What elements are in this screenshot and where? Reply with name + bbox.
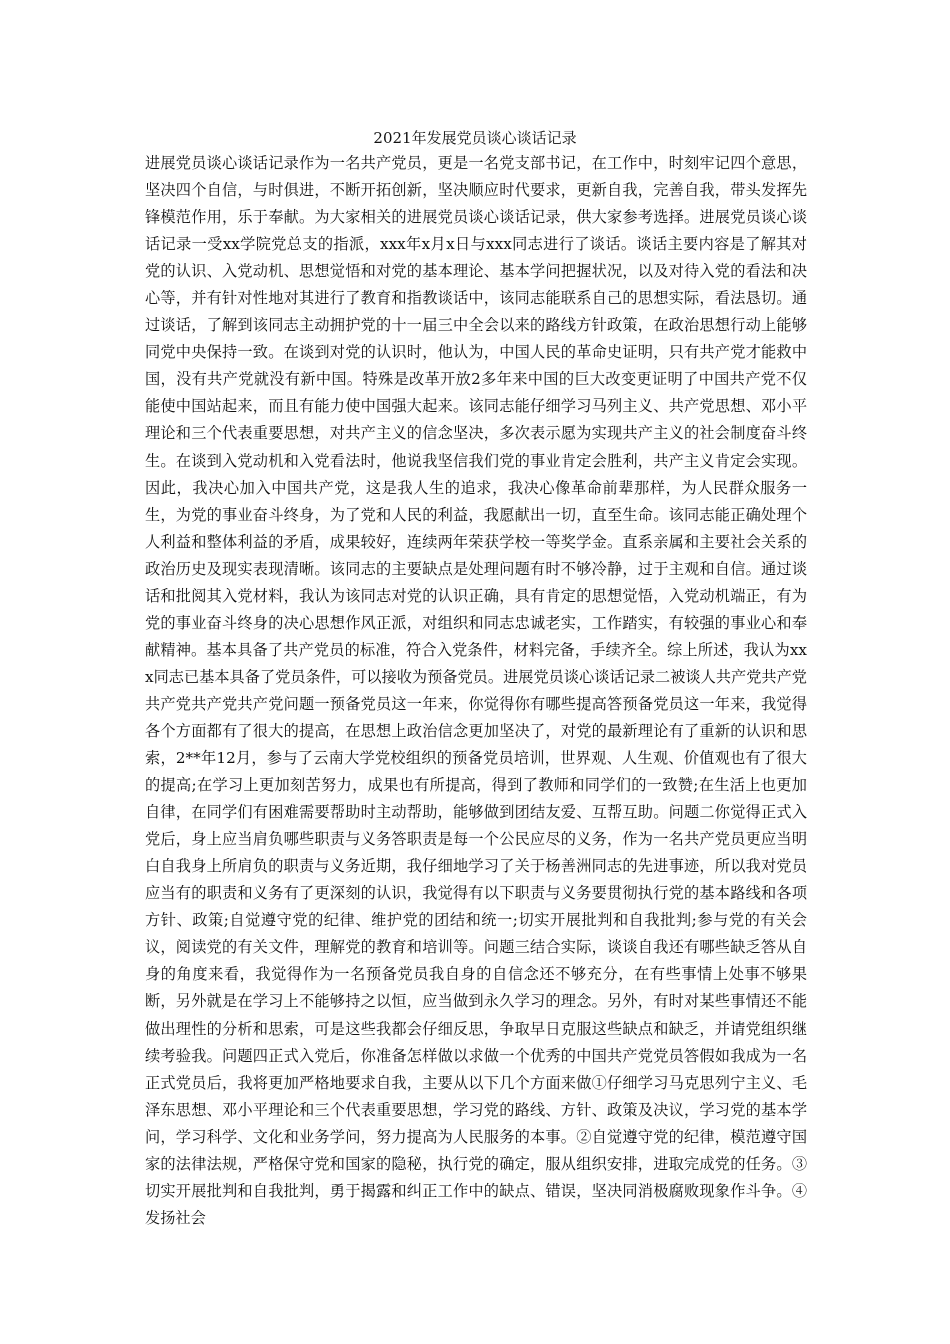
document-title: 2021年发展党员谈心谈话记录 (373, 129, 577, 147)
document-body: 进展党员谈心谈话记录作为一名共产党员，更是一名党支部书记，在工作中，时刻牢记四个意思，坚决四个自信，与时俱进，不断开拓创新，坚决顺应时代要求，更新自我，完善自我，带头发挥先锋模范作用，乐于奉献。为大家相关的进展党员谈心谈话记录，供大家参考选择。进展党员谈心谈话记录一受xx学院党总支的指派，xxx年x月x日与xxx同志进行了谈话。谈话主要内容是了解其对党的认识、入党动机、思想觉悟和对党的基本理论、基本学问把握状况，以及对待入党的看法和决心等，并有针对性地对其进行了教育和指教谈话中，该同志能联系自己的思想实际，看法恳切。通过谈话，了解到该同志主动拥护党的十一届三中全会以来的路线方针政策，在政治思想行动上能够同党中央保持一致。在谈到对党的认识时，他认为，中国人民的革命史证明，只有共产党才能救中国，没有共产党就没有新中国。特殊是改革开放2多年来中国的巨大改变更证明了中国共产党不仅能使中国站起来，而且有能力使中国强大起来。该同志能仔细学习马列主义、共产党思想、邓小平理论和三个代表重要思想，对共产主义的信念坚决，多次表示愿为实现共产主义的社会制度奋斗终生。在谈到入党动机和入党看法时，他说我坚信我们党的事业肯定会胜利，共产主义肯定会实现。因此，我决心加入中国共产党，这是我人生的追求，我决心像革命前辈那样，为人民群众服务一生，为党的事业奋斗终身，为了党和人民的利益，我愿献出一切，直至生命。该同志能正确处理个人利益和整体利益的矛盾，成果较好，连续两年荣获学校一等奖学金。直系亲属和主要社会关系的政治历史及现实表现清晰。该同志的主要缺点是处理问题有时不够冷静，过于主观和自信。通过谈话和批阅其入党材料，我认为该同志对党的认识正确，具有肯定的思想觉悟，入党动机端正，有为党的事业奋斗终身的决心思想作风正派，对组织和同志忠诚老实，工作踏实，有较强的事业心和奉献精神。基本具备了共产党员的标准，符合入党条件，材料完备，手续齐全。综上所述，我认为xxx同志已基本具备了党员条件，可以接收为预备党员。进展党员谈心谈话记录二被谈人共产党共产党共产党共产党共产党问题一预备党员这一年来，你觉得你有哪些提高答预备党员这一年来，我觉得各个方面都有了很大的提高，在思想上政治信念更加坚决了，对党的最新理论有了重新的认识和思索，2**年12月，参与了云南大学党校组织的预备党员培训，世界观、人生观、价值观也有了很大的提高;在学习上更加刻苦努力，成果也有所提高，得到了教师和同学们的一致赞;在生活上也更加自律，在同学们有困难需要帮助时主动帮助，能够做到团结友爱、互帮互助。问题二你觉得正式入党后，身上应当肩负哪些职责与义务答职责是每一个公民应尽的义务，作为一名共产党员更应当明白自我身上所肩负的职责与义务近期，我仔细地学习了关于杨善洲同志的先进事迹，所以我对党员应当有的职责和义务有了更深刻的认识，我觉得有以下职责与义务要贯彻执行党的基本路线和各项方针、政策;自觉遵守党的纪律、维护党的团结和统一;切实开展批判和自我批判;参与党的有关会议，阅读党的有关文件，理解党的教育和培训等。问题三结合实际，谈谈自我还有哪些缺乏答从自身的角度来看，我觉得作为一名预备党员我自身的自信念还不够充分，在有些事情上处事不够果断，另外就是在学习上不能够持之以恒，应当做到永久学习的理念。另外，有时对某些事情还不能做出理性的分析和思索，可是这些我都会仔细反思，争取早日克服这些缺点和缺乏，并请党组织继续考验我。问题四正式入党后，你准备怎样做以求做一个优秀的中国共产党党员答假如我成为一名正式党员后，我将更加严格地要求自我，主要从以下几个方面来做①仔细学习马克思列宁主义、毛泽东思想、邓小平理论和三个代表重要思想，学习党的路线、方针、政策及决议，学习党的基本学问，学习科学、文化和业务学问，努力提高为人民服务的本事。②自觉遵守党的纪律，模范遵守国家的法律法规，严格保守党和国家的隐秘，执行党的确定，服从组织安排，进取完成党的任务。③切实开展批判和自我批判，勇于揭露和纠正工作中的缺点、错误，坚决同消极腐败现象作斗争。④发扬社会 (145, 154, 807, 1227)
